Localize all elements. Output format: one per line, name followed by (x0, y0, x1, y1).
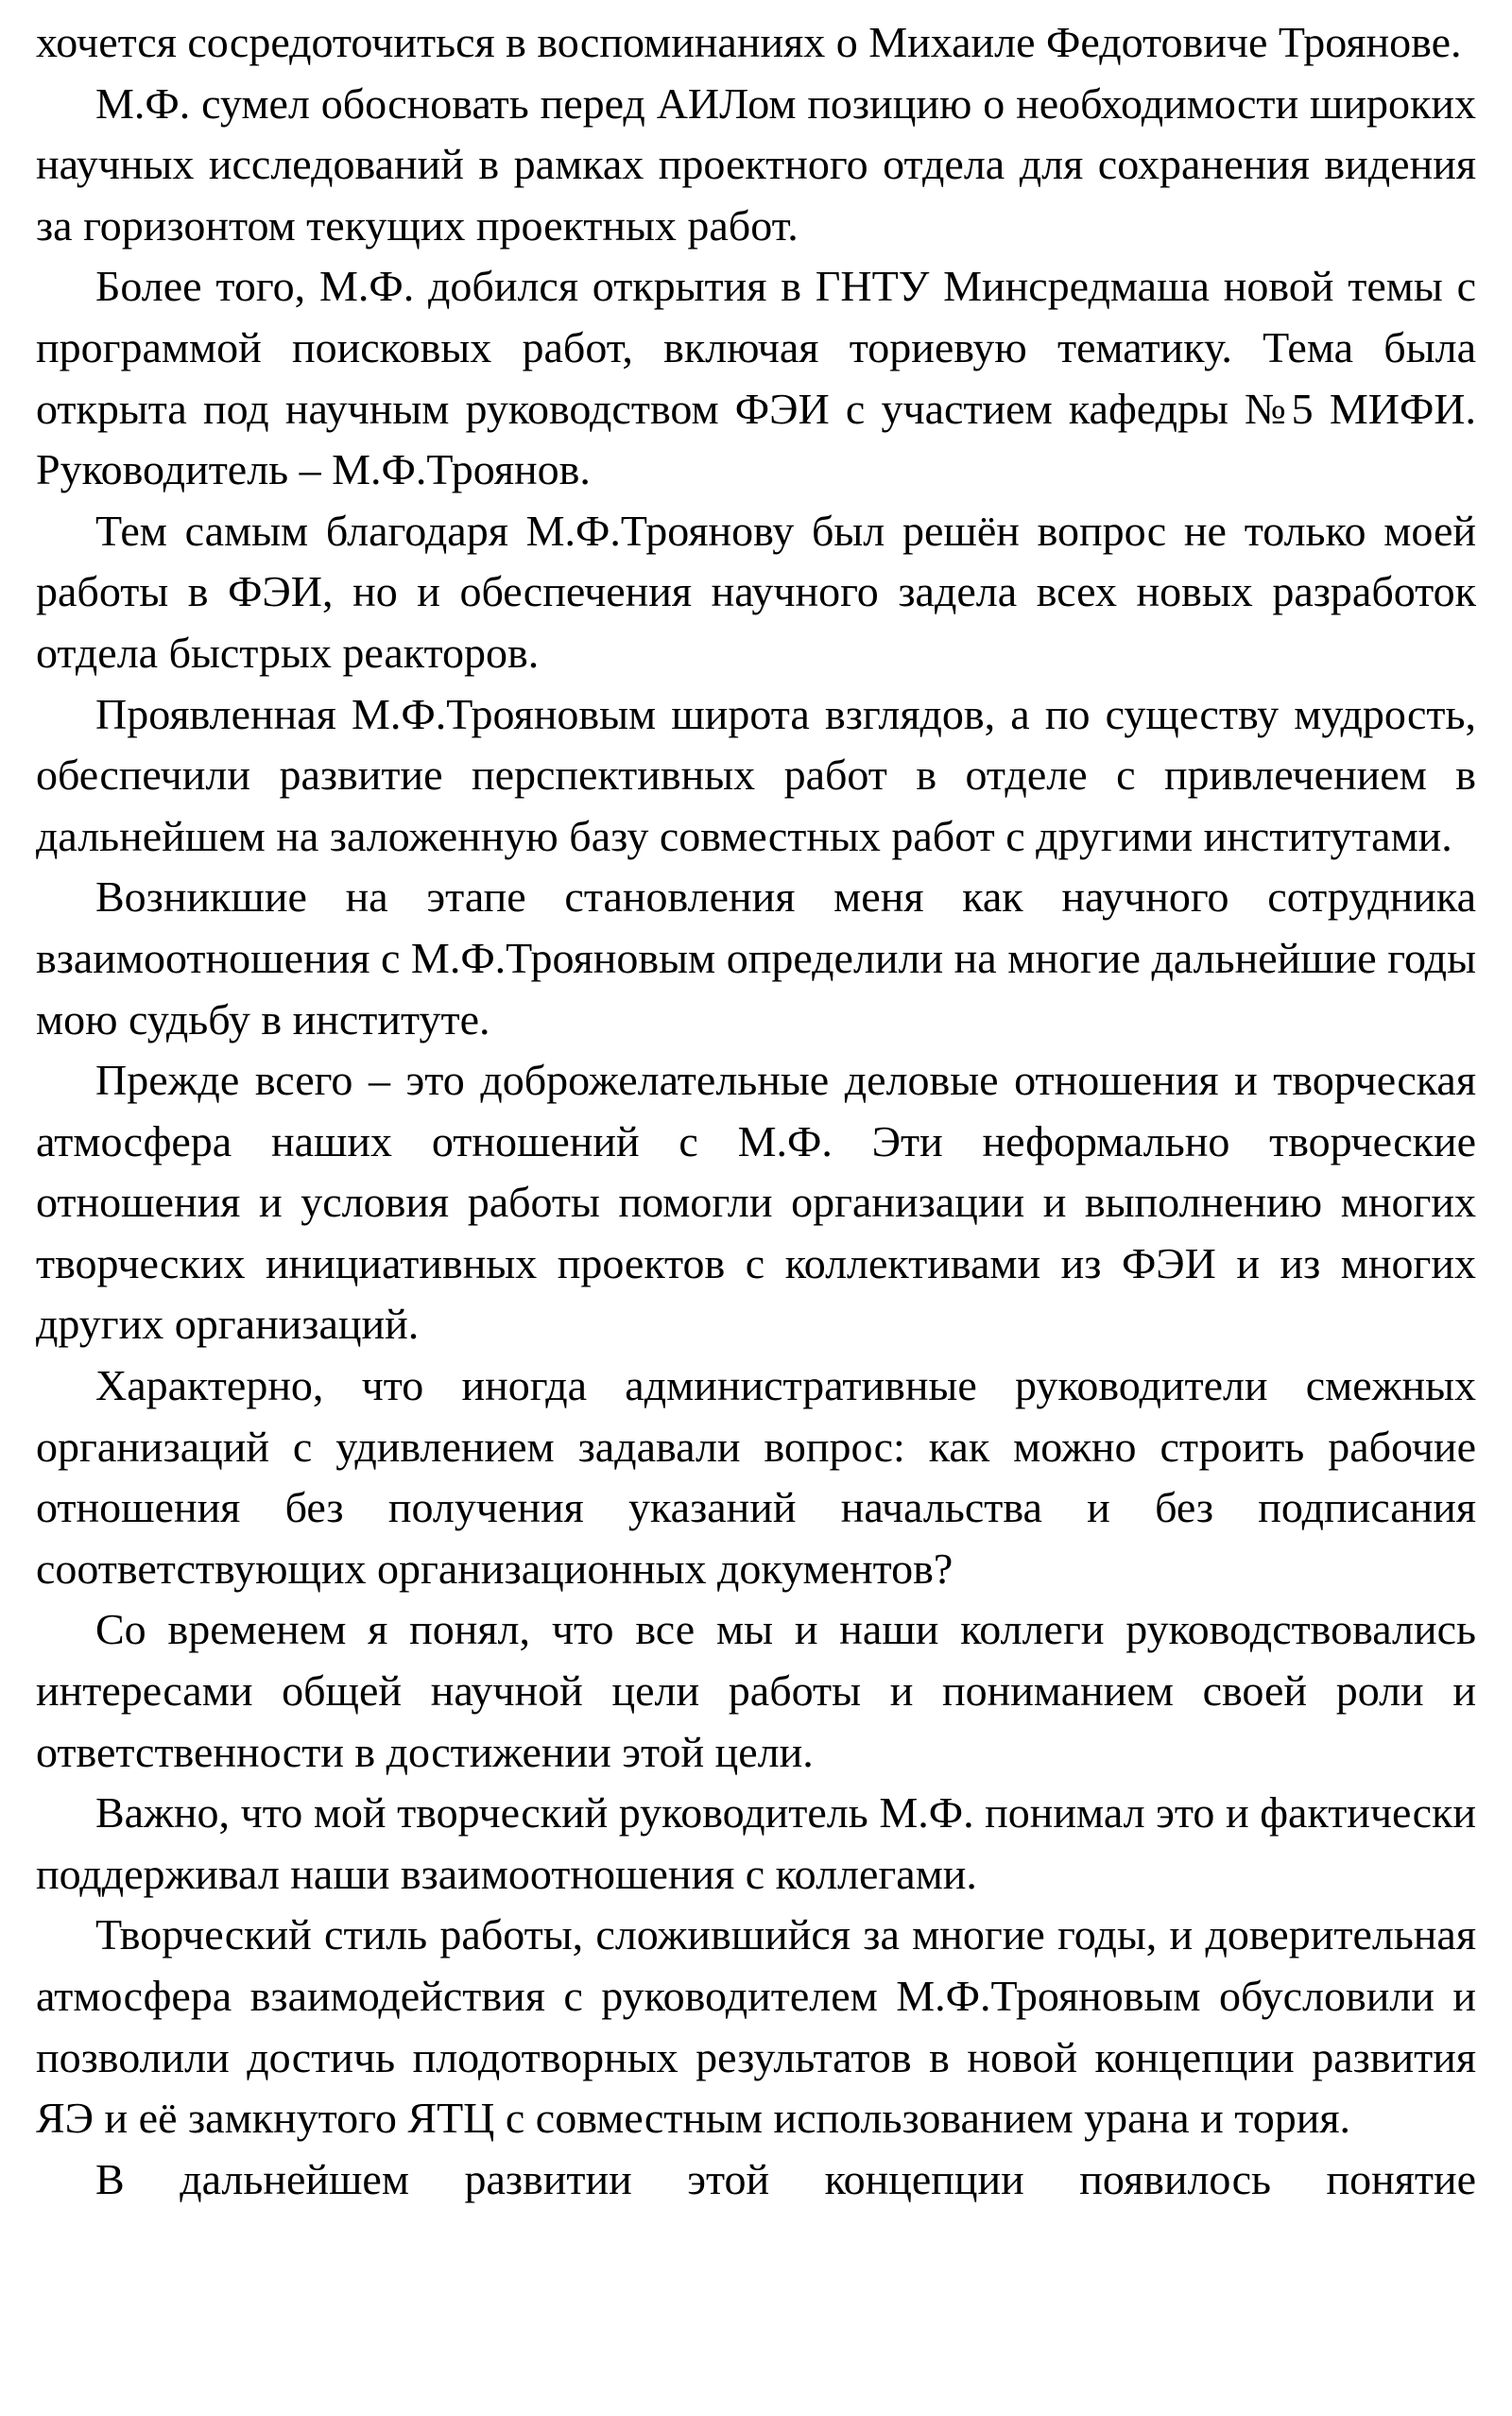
document-body (36, 12, 1476, 2210)
paragraph: Более того, М.Ф. добился открытия в ГНТУ Минсредмаша новой темы с программой поисковых работ, включая ториевую тематику. Тема была открыта под научным руководством ФЭИ с участием кафедры №5 МИФИ. Руководитель – М.Ф.Троянов. (36, 262, 1476, 494)
paragraph: Важно, что мой творческий руководитель М.Ф. понимал это и фактически поддерживал наши взаимоотношения с коллегами. (36, 1788, 1476, 1898)
paragraph: Возникшие на этапе становления меня как научного сотрудника взаимоотношения с М.Ф.Трояновым определили на многие дальнейшие годы мою судьбу в институте. (36, 872, 1476, 1044)
paragraph-continuation: хочется сосредоточиться в воспоминаниях о Михаиле Федотовиче Троянове. (36, 18, 1462, 66)
paragraph: Проявленная М.Ф.Трояновым широта взглядов, а по существу мудрость, обеспечили развитие перспективных работ в отделе с привлечением в дальнейшем на заложенную базу совместных работ с другими институтами. (36, 689, 1476, 860)
paragraph: Характерно, что иногда административные руководители смежных организаций с удивлением задавали вопрос: как можно строить рабочие отношения без получения указаний начальства и без подписания соответствующих организационных документов? (36, 1361, 1476, 1593)
paragraph: Прежде всего – это доброжелательные деловые отношения и творческая атмосфера наших отношений с М.Ф. Эти неформально творческие отношения и условия работы помогли организации и выполнению многих творческих инициативных проектов с коллективами из ФЭИ и из многих других организаций. (36, 1056, 1476, 1349)
paragraph: Творческий стиль работы, сложившийся за многие годы, и доверительная атмосфера взаимодействия с руководителем М.Ф.Трояновым обусловили и позволили достичь плодотворных результатов в новой концепции развития ЯЭ и её замкнутого ЯТЦ с совместным использованием урана и тория. (36, 1910, 1476, 2143)
paragraph: Тем самым благодаря М.Ф.Троянову был решён вопрос не только моей работы в ФЭИ, но и обеспечения научного задела всех новых разработок отдела быстрых реакторов. (36, 506, 1476, 677)
paragraph: Со временем я понял, что все мы и наши коллеги руководствовались интересами общей научной цели работы и пониманием своей роли и ответственности в достижении этой цели. (36, 1605, 1476, 1776)
paragraph: М.Ф. сумел обосновать перед АИЛом позицию о необходимости широких научных исследований в рамках проектного отдела для сохранения видения за горизонтом текущих проектных работ. (36, 78, 1476, 250)
paragraph-truncated: В дальнейшем развитии этой концепции появилось понятие (95, 2154, 1476, 2203)
